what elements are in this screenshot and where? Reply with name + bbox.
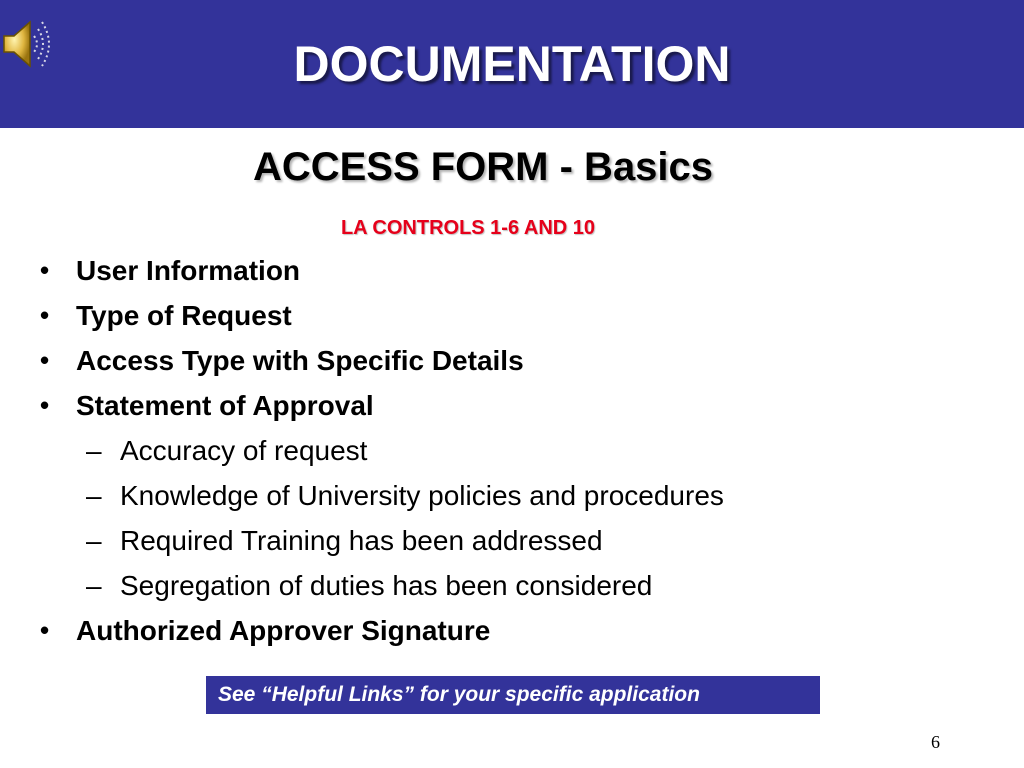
bullet-list bbox=[40, 248, 724, 653]
slide-subtitle: ACCESS FORM - Basics bbox=[252, 145, 714, 189]
sub-bullet-text: Segregation of duties has been considered bbox=[120, 570, 653, 601]
bullet-marker: • bbox=[40, 255, 50, 285]
bullet-item bbox=[40, 608, 724, 653]
sub-bullet-item bbox=[40, 473, 724, 518]
bullet-item bbox=[40, 293, 724, 338]
sub-bullet-text: Required Training has been addressed bbox=[120, 525, 603, 556]
dash-marker: – bbox=[86, 570, 102, 601]
bullet-marker: • bbox=[40, 300, 50, 330]
bullet-marker: • bbox=[40, 615, 50, 645]
dash-marker: – bbox=[86, 435, 102, 466]
bullet-text: Authorized Approver Signature bbox=[76, 615, 491, 646]
page-number: 6 bbox=[931, 732, 940, 752]
dash-marker: – bbox=[86, 525, 102, 556]
slide-title: DOCUMENTATION bbox=[293, 36, 731, 92]
bullet-text: User Information bbox=[76, 255, 301, 286]
bullet-marker: • bbox=[40, 345, 50, 375]
bullet-item bbox=[40, 383, 724, 428]
sub-bullet-item bbox=[40, 428, 724, 473]
controls-reference: LA CONTROLS 1-6 AND 10 bbox=[340, 217, 596, 239]
helpful-links-note: See “Helpful Links” for your specific application bbox=[206, 676, 820, 714]
title-banner bbox=[0, 0, 1024, 128]
bullet-marker: • bbox=[40, 390, 50, 420]
bullet-text: Statement of Approval bbox=[76, 390, 374, 421]
bullet-item bbox=[40, 338, 724, 383]
bullet-item bbox=[40, 248, 724, 293]
sub-bullet-text: Accuracy of request bbox=[120, 435, 368, 466]
sub-bullet-item bbox=[40, 518, 724, 563]
sub-bullet-text: Knowledge of University policies and procedures bbox=[120, 480, 724, 511]
sub-bullet-item bbox=[40, 563, 724, 608]
bullet-text: Type of Request bbox=[76, 300, 292, 331]
dash-marker: – bbox=[86, 480, 102, 511]
bullet-text: Access Type with Specific Details bbox=[76, 345, 524, 376]
